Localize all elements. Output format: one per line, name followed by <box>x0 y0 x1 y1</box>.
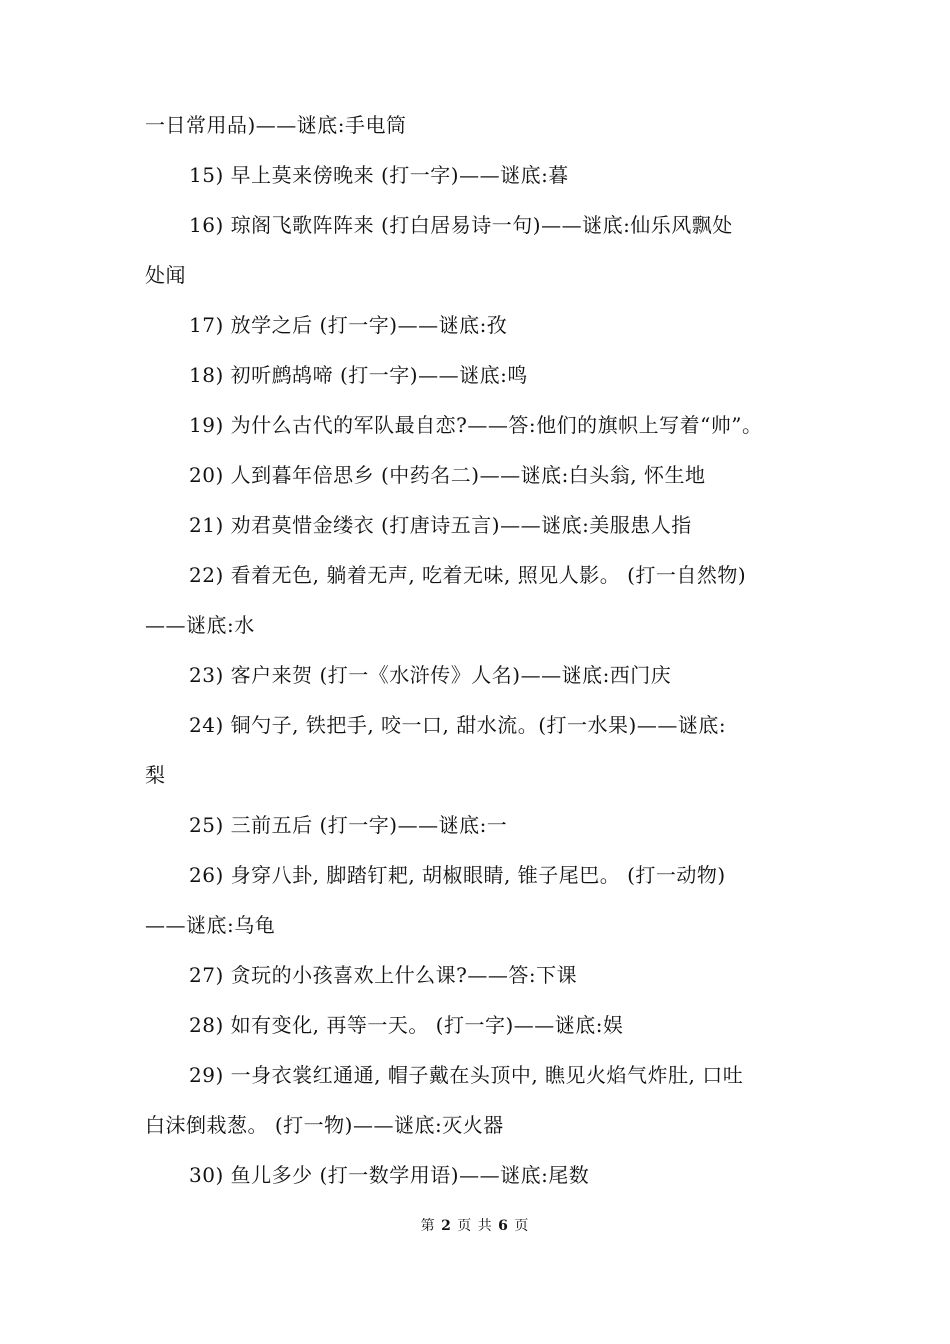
text-line: ——谜底:乌龟 <box>145 913 276 937</box>
footer-prefix: 第 <box>420 1218 436 1234</box>
riddle-item-21: 21) 劝君莫惜金缕衣 (打唐诗五言)——谜底:美服患人指 <box>189 513 692 537</box>
riddle-item-16: 16) 琼阁飞歌阵阵来 (打白居易诗一句)——谜底:仙乐风飘处 <box>189 213 733 237</box>
riddle-item-29: 29) 一身衣裳红通通, 帽子戴在头顶中, 瞧见火焰气炸肚, 口吐 <box>189 1063 744 1087</box>
current-page-number: 2 <box>441 1218 452 1234</box>
text-line: 一日常用品)——谜底:手电筒 <box>145 113 407 137</box>
riddle-item-20: 20) 人到暮年倍思乡 (中药名二)——谜底:白头翁, 怀生地 <box>189 463 706 487</box>
page-footer <box>0 1216 950 1236</box>
riddle-item-18: 18) 初听鹧鸪啼 (打一字)——谜底:鸣 <box>189 363 528 387</box>
riddle-item-19: 19) 为什么古代的军队最自恋?——答:他们的旗帜上写着“帅”。 <box>189 413 763 437</box>
text-line: 梨 <box>145 763 166 787</box>
riddle-item-28: 28) 如有变化, 再等一天。 (打一字)——谜底:娱 <box>189 1013 624 1037</box>
riddle-item-22: 22) 看着无色, 躺着无声, 吃着无味, 照见人影。 (打一自然物) <box>189 563 747 587</box>
text-line: ——谜底:水 <box>145 613 255 637</box>
total-page-number: 6 <box>498 1218 509 1234</box>
riddle-item-25: 25) 三前五后 (打一字)——谜底:一 <box>189 813 508 837</box>
text-line: 处闻 <box>145 263 186 287</box>
riddle-item-23: 23) 客户来贺 (打一《水浒传》人名)——谜底:西门庆 <box>189 663 672 687</box>
riddle-item-15: 15) 早上莫来傍晚来 (打一字)——谜底:暮 <box>189 163 569 187</box>
footer-middle: 页 共 <box>457 1218 493 1234</box>
riddle-item-17: 17) 放学之后 (打一字)——谜底:孜 <box>189 313 508 337</box>
riddle-item-24: 24) 铜勺子, 铁把手, 咬一口, 甜水流。(打一水果)——谜底: <box>189 713 727 737</box>
riddle-item-26: 26) 身穿八卦, 脚踏钉耙, 胡椒眼睛, 锥子尾巴。 (打一动物) <box>189 863 726 887</box>
riddle-list <box>145 100 825 1200</box>
riddle-item-30: 30) 鱼儿多少 (打一数学用语)——谜底:尾数 <box>189 1163 590 1187</box>
footer-suffix: 页 <box>514 1218 530 1234</box>
riddle-item-27: 27) 贪玩的小孩喜欢上什么课?——答:下课 <box>189 963 578 987</box>
text-line: 白沫倒栽葱。 (打一物)——谜底:灭火器 <box>145 1113 504 1137</box>
